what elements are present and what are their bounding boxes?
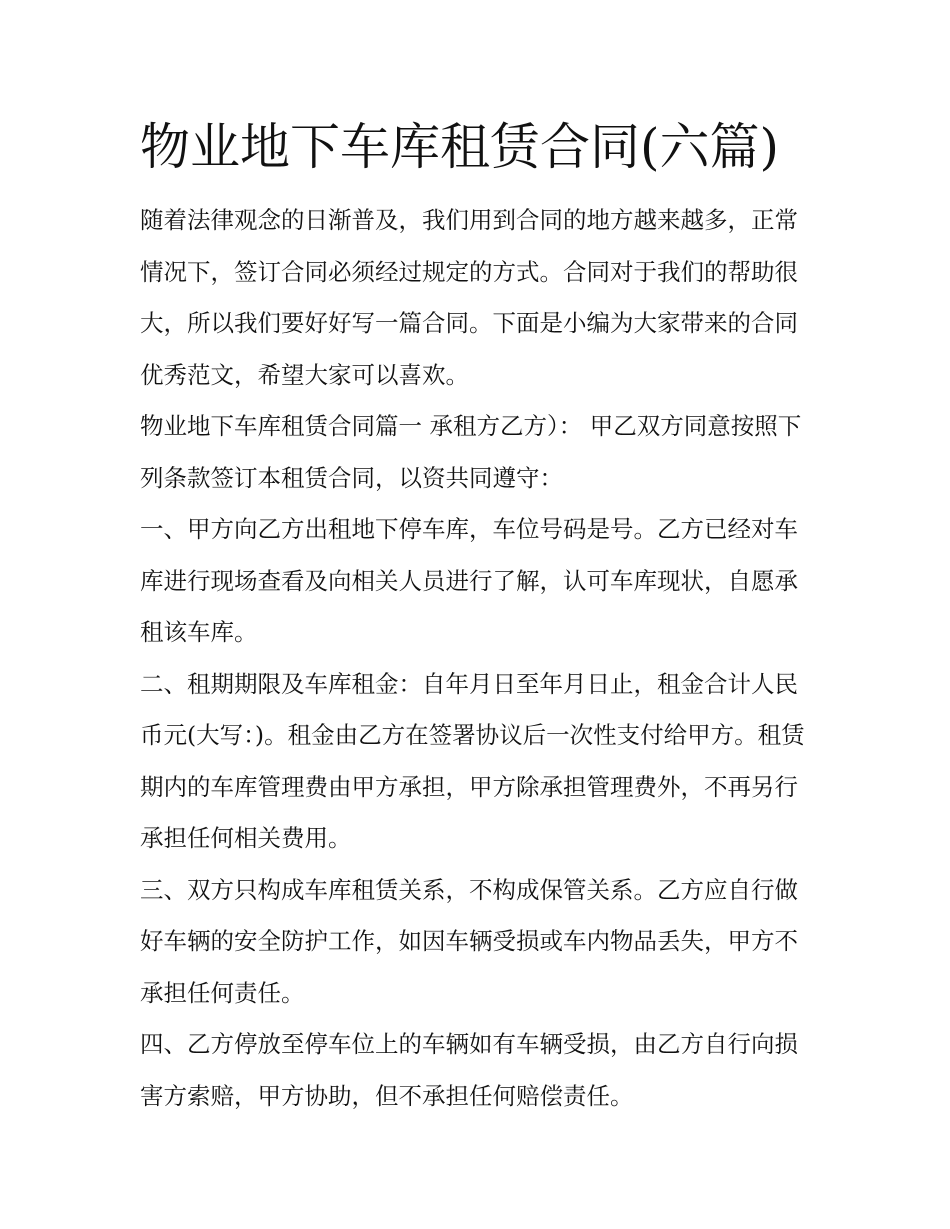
clause-1-paragraph: 一、甲方向乙方出租地下停车库，车位号码是号。乙方已经对车库进行现场查看及向相关人员进行了解，认可车库现状，自愿承租该车库。 [140, 515, 798, 646]
clause-3-paragraph: 三、双方只构成车库租赁关系，不构成保管关系。乙方应自行做好车辆的安全防护工作，如因车辆受损或车内物品丢失，甲方不承担任何责任。 [140, 875, 798, 1007]
document-page [140, 112, 815, 1122]
document-title: 物业地下车库租赁合同(六篇) [140, 118, 780, 176]
clause-2-paragraph: 二、租期期限及车库租金：自年月日至年月日止，租金合计人民币元(大写：)。租金由乙方在签署协议后一次性支付给甲方。租赁期内的车库管理费由甲方承担，甲方除承担管理费外，不再另行承担任何相关费用。 [140, 669, 805, 852]
contract-opening-paragraph: 物业地下车库租赁合同篇一 承租方乙方）： 甲乙双方同意按照下列条款签订本租赁合同，以资共同遵守： [140, 412, 802, 492]
clause-4-paragraph: 四、乙方停放至停车位上的车辆如有车辆受损，由乙方自行向损害方索赔，甲方协助，但不承担任何赔偿责任。 [140, 1030, 798, 1110]
intro-paragraph: 随着法律观念的日渐普及，我们用到合同的地方越来越多，正常情况下，签订合同必须经过规定的方式。合同对于我们的帮助很大，所以我们要好好写一篇合同。下面是小编为大家带来的合同优秀范文，希望大家可以喜欢。 [140, 206, 798, 389]
